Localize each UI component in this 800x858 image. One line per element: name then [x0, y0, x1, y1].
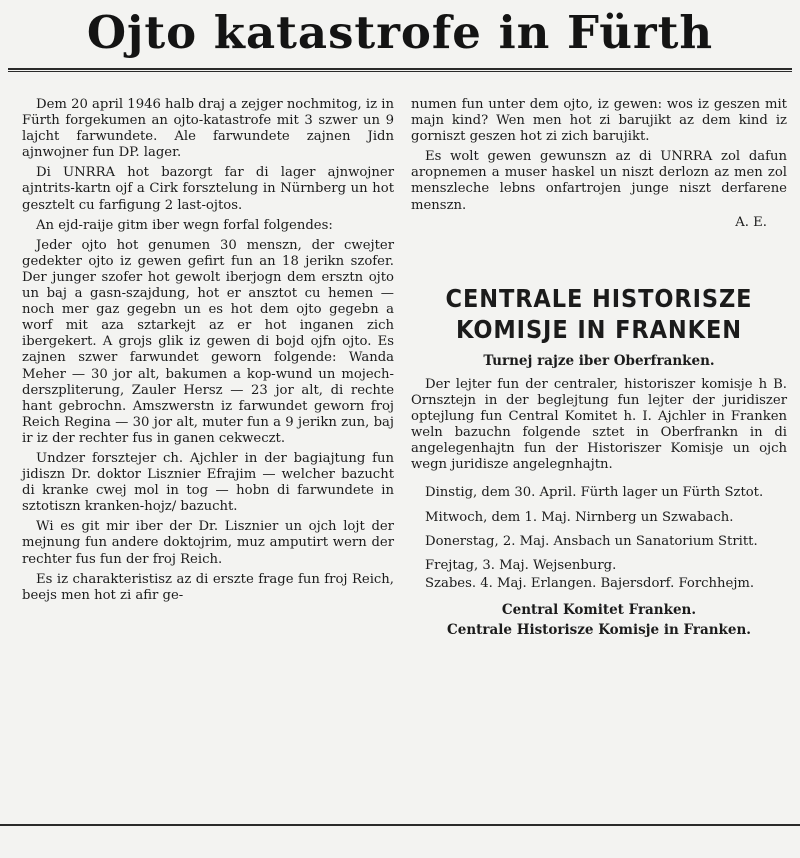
bottom-rule: [0, 824, 800, 826]
section-title-line: CENTRALE HISTORISZE: [445, 283, 753, 313]
headline-rule-top: [8, 68, 792, 70]
article-paragraph: Es iz charakteristisz az di erszte frage fun froj Reich, beejs men hot zi afir ge-: [22, 571, 394, 603]
article-paragraph: numen fun unter dem ojto, iz gewen: wos iz geszen mit majn kind? Wen men hot zi barujikt az dem kind iz gorniszt geszen hot zi zich barujikt.: [411, 97, 787, 145]
article-paragraph: Dem 20 april 1946 halb draj a zejger nochmitog, iz in Fürth forgekumen an ojto-katastrofe mit 3 szwer un 9 lajcht farwundete. Ale farwundete zajnen Jidn ajnwojner fun DP. lager.: [22, 97, 394, 161]
article-paragraph: An ejd-raije gitm iber wegn forfal folgendes:: [36, 217, 333, 233]
article-right-column: [411, 97, 787, 638]
article-paragraph: Jeder ojto hot genumen 30 menszn, der cwejter gedekter ojto iz gewen gefirt fun an 18 jerikn szofer. Der junger szofer hot gewolt iberjogn dem ersztn ojto un baj a gasn-szajdung, hot er ansztot cu hemen — noch mer gaz gegebn un es hot dem ojto gegebn a worf mit aza sztarkejt az er hot inganen zich ibergekert. A grojs glik iz gewen di bojd ojfn ojto. Es zajnen szwer farwundet geworn folgende: Wanda Meher — 30 jor alt, bakumen a kop-wund un mojech-derszpliterung, Zauler Hersz — 23 jor alt, di rechte hant gebrochn. Amszwerstn iz farwundet geworn froj Reich Regina — 30 jor alt, muter fun a 9 jerikn zun, baj ir iz der rechter fus in ganen cekweczt.: [22, 237, 394, 446]
schedule-item: Donerstag, 2. Maj. Ansbach un Sanatorium Stritt.: [425, 533, 758, 549]
signature-commission: Centrale Historisze Komisje in Franken.: [447, 621, 751, 638]
article-paragraph: Di UNRRA hot bazorgt far di lager ajnwojner ajntrits-kartn ojf a Cirk forsztelung in Nürnberg un hot gesztelt cu farfigung 2 last-ojtos.: [22, 165, 394, 213]
schedule-item: Frejtag, 3. Maj. Wejsenburg.: [425, 557, 617, 573]
schedule-item: Mitwoch, dem 1. Maj. Nirnberg un Szwabach.: [425, 509, 734, 525]
section-title: [430, 283, 768, 345]
article-paragraph: Es wolt gewen gewunszn az di UNRRA zol dafun aropnemen a muser haskel un niszt derlozn az men zol menszleche lebns onfartrojen junge niszt derfarene menszn.: [411, 149, 787, 213]
headline: Ojto katastrofe in Fürth: [86, 6, 714, 59]
schedule-item: Dinstig, dem 30. April. Fürth lager un Fürth Sztot.: [425, 485, 764, 501]
article-signature: A. E.: [735, 214, 767, 230]
schedule-item: Szabes. 4. Maj. Erlangen. Bajersdorf. Forchhejm.: [425, 575, 755, 591]
section-intro: Der lejter fun der centraler, historiszer komisje h B. Ornsztejn in der beglejtung fun lejter der juridiszer optejlung fun Central Komitet h. I. Ajchler in Franken weln bazuchn folgende sztet in Oberfrankn in di angelegenhajtn fun der Historiszer Komisje un ojch wegn juridisze angelegnhajtn.: [411, 376, 787, 473]
headline-rule-bottom: [8, 71, 792, 72]
section-subtitle: Turnej rajze iber Oberfranken.: [483, 352, 715, 369]
article-paragraph: Wi es git mir iber der Dr. Lisznier un ojch lojt der mejnung fun andere doktojrim, muz amputirt wern der rechter fus fun der froj Reich.: [22, 519, 394, 567]
section-title-line: KOMISJE IN FRANKEN: [456, 314, 742, 344]
article-paragraph: Undzer forsztejer ch. Ajchler in der bagiajtung fun jidiszn Dr. doktor Lisznier Efrajim — welcher bazucht di kranke cwej mol in tog — hobn di farwundete in sztotiszn kranken-hojz/ bazucht.: [22, 450, 394, 515]
article-left-column: [22, 97, 394, 605]
signature-committee: Central Komitet Franken.: [501, 601, 697, 618]
